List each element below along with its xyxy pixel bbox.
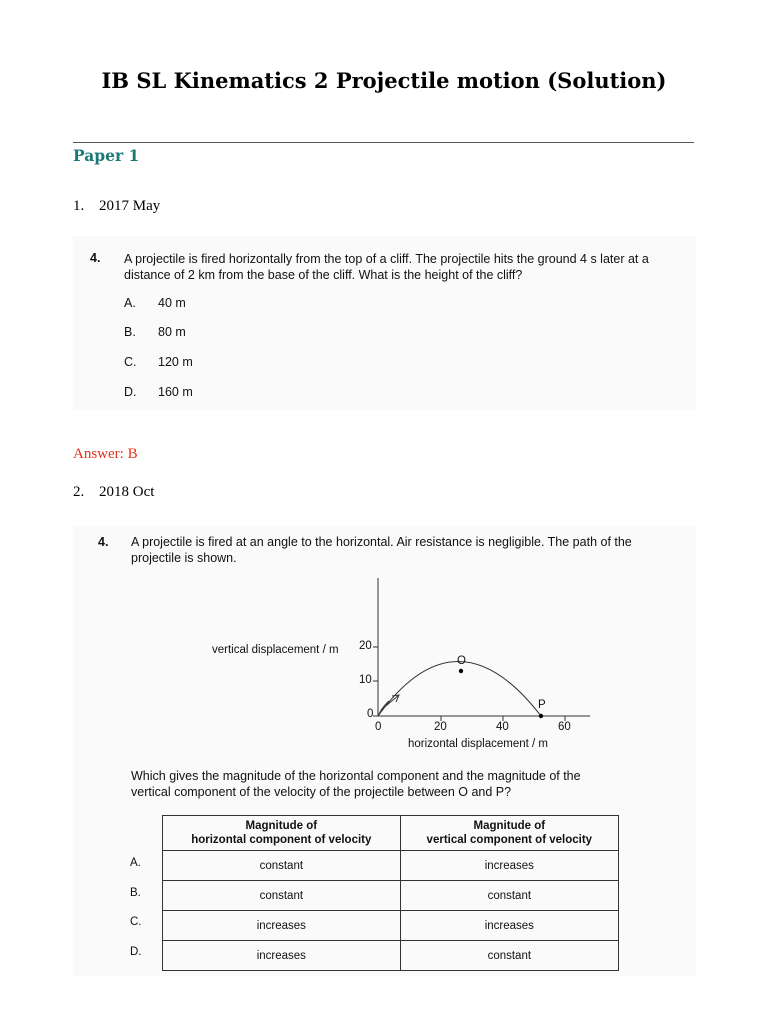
point-o-label: O [457, 655, 466, 667]
point-p-label: P [538, 699, 546, 711]
answer-table [162, 815, 619, 971]
option-b: B. 80 m [124, 325, 186, 339]
title-divider [73, 142, 694, 143]
page-title: IB SL Kinematics 2 Projectile motion (Solution) [101, 68, 667, 93]
question-2-panel [73, 526, 696, 976]
row-label-c: C. [130, 916, 142, 928]
table-row: constant constant [163, 881, 619, 911]
table-row: constant increases [163, 851, 619, 881]
answer-1: Answer: B [73, 446, 138, 462]
table-row: increases constant [163, 941, 619, 971]
question-1-label: 2017 May [99, 198, 161, 214]
table-header-row [163, 816, 619, 851]
question-1-text [124, 251, 649, 283]
question-2-number: 4. [98, 535, 109, 549]
question-1-panel [73, 236, 696, 410]
y-tick-label-10: 10 [359, 674, 372, 686]
question-1-text-line-2: distance of 2 km from the base of the cliff. What is the height of the cliff? [124, 268, 523, 282]
question-1-heading [73, 198, 160, 215]
option-d: D. 160 m [124, 385, 193, 399]
question-2-index: 2. [73, 484, 85, 500]
question-2-text-line-2: projectile is shown. [131, 551, 237, 565]
x-tick-label-60: 60 [558, 721, 571, 733]
question-1-number: 4. [90, 251, 101, 265]
option-a: A. 40 m [124, 296, 186, 310]
question-2-heading [73, 484, 154, 501]
x-tick-label-20: 20 [434, 721, 447, 733]
question-1-index: 1. [73, 198, 85, 214]
question-2-prompt [131, 768, 581, 800]
point-o-marker [459, 669, 463, 673]
launch-arrow [381, 695, 399, 710]
y-tick-label-20: 20 [359, 640, 372, 652]
question-1-text-line-1: A projectile is fired horizontally from the top of a cliff. The projectile hits the ground 4 s later at a [124, 252, 649, 266]
row-label-d: D. [130, 946, 142, 958]
table-row: increases increases [163, 911, 619, 941]
question-2-prompt-line-2: vertical component of the velocity of the projectile between O and P? [131, 785, 512, 799]
option-c: C. 120 m [124, 355, 193, 369]
row-label-b: B. [130, 887, 141, 899]
section-heading: Paper 1 [73, 146, 140, 165]
y-tick-label-0: 0 [367, 708, 374, 720]
question-2-prompt-line-1: Which gives the magnitude of the horizontal component and the magnitude of the [131, 769, 581, 783]
trajectory-graph [73, 526, 696, 756]
header-horizontal: Magnitude of horizontal component of velocity [163, 816, 401, 851]
x-axis-label: horizontal displacement / m [408, 738, 548, 750]
question-2-text-line-1: A projectile is fired at an angle to the horizontal. Air resistance is negligible. The path of the [131, 535, 632, 549]
y-axis-label: vertical displacement / m [212, 644, 339, 656]
x-tick-label-40: 40 [496, 721, 509, 733]
row-label-a: A. [130, 857, 141, 869]
x-tick-label-0: 0 [375, 721, 382, 733]
point-p-marker [539, 714, 543, 718]
header-vertical: Magnitude of vertical component of velocity [400, 816, 618, 851]
question-2-label: 2018 Oct [99, 484, 155, 500]
